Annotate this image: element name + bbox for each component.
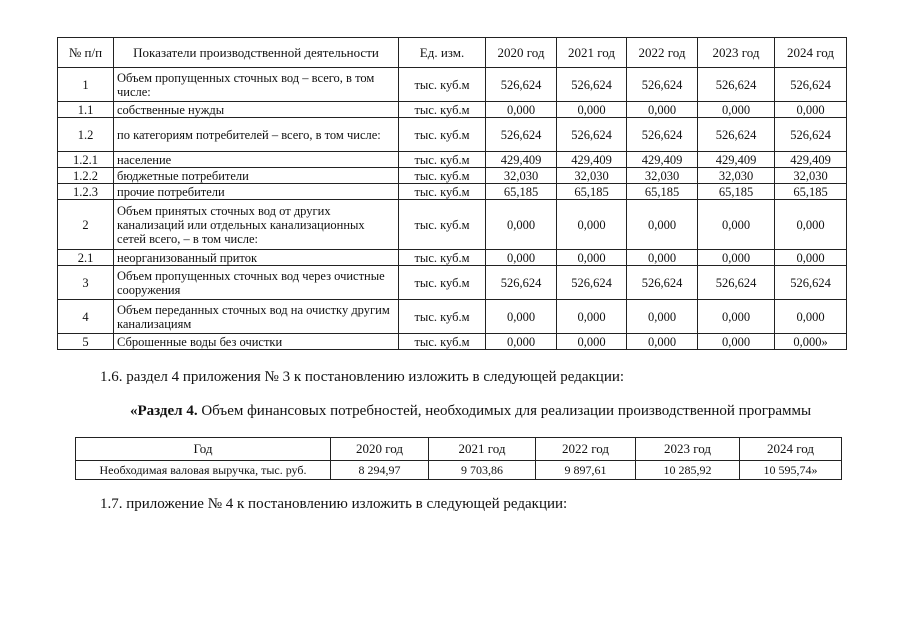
- indicator-name-cell: прочие потребители: [114, 184, 399, 200]
- table-header-row: [58, 38, 847, 68]
- row-number-cell: 1.2.2: [58, 168, 114, 184]
- value-cell: 0,000: [627, 200, 698, 250]
- row-number-cell: 1: [58, 68, 114, 102]
- unit-cell: тыс. куб.м: [399, 102, 486, 118]
- value-cell: 0,000: [557, 250, 627, 266]
- value-cell: 526,624: [627, 118, 698, 152]
- value-cell: 526,624: [698, 68, 775, 102]
- header-unit: Ед. изм.: [399, 38, 486, 68]
- year-cell: 2022 год: [536, 438, 636, 461]
- value-cell: 0,000: [557, 200, 627, 250]
- row-number-cell: 1.2.1: [58, 152, 114, 168]
- value-cell: 0,000: [698, 102, 775, 118]
- financial-needs-table: [75, 437, 842, 480]
- value-cell: 526,624: [486, 68, 557, 102]
- year-cell: 2023 год: [636, 438, 740, 461]
- indicator-name-cell: бюджетные потребители: [114, 168, 399, 184]
- row-number-cell: 2: [58, 200, 114, 250]
- row-number-cell: 1.1: [58, 102, 114, 118]
- value-cell: 32,030: [698, 168, 775, 184]
- table-row: [58, 152, 847, 168]
- value-cell: 32,030: [627, 168, 698, 184]
- header-indicator: Показатели производственной деятельности: [114, 38, 399, 68]
- value-cell: 0,000: [775, 300, 847, 334]
- revenue-value-cell: 9 897,61: [536, 461, 636, 480]
- row-number-cell: 5: [58, 334, 114, 350]
- table-row: [58, 168, 847, 184]
- value-cell: 0,000»: [775, 334, 847, 350]
- unit-cell: тыс. куб.м: [399, 334, 486, 350]
- header-year-2024: 2024 год: [775, 38, 847, 68]
- section-4-prefix: «Раздел 4.: [130, 403, 198, 419]
- value-cell: 526,624: [627, 266, 698, 300]
- value-cell: 526,624: [557, 68, 627, 102]
- value-cell: 0,000: [486, 250, 557, 266]
- revenue-value-cell: 10 595,74»: [740, 461, 842, 480]
- value-cell: 0,000: [557, 102, 627, 118]
- value-cell: 32,030: [557, 168, 627, 184]
- production-indicators-table: [57, 37, 847, 350]
- year-cell: 2021 год: [429, 438, 536, 461]
- value-cell: 526,624: [698, 118, 775, 152]
- revenue-label-cell: Необходимая валовая выручка, тыс. руб.: [76, 461, 331, 480]
- value-cell: 65,185: [627, 184, 698, 200]
- value-cell: 429,409: [557, 152, 627, 168]
- unit-cell: тыс. куб.м: [399, 68, 486, 102]
- indicator-name-cell: собственные нужды: [114, 102, 399, 118]
- header-year-2020: 2020 год: [486, 38, 557, 68]
- table-row: [58, 184, 847, 200]
- unit-cell: тыс. куб.м: [399, 250, 486, 266]
- value-cell: 0,000: [486, 200, 557, 250]
- unit-cell: тыс. куб.м: [399, 184, 486, 200]
- unit-cell: тыс. куб.м: [399, 118, 486, 152]
- table-row: [58, 68, 847, 102]
- value-cell: 0,000: [627, 250, 698, 266]
- value-cell: 0,000: [627, 334, 698, 350]
- year-cell: 2024 год: [740, 438, 842, 461]
- value-cell: 0,000: [486, 300, 557, 334]
- value-cell: 429,409: [486, 152, 557, 168]
- value-cell: 65,185: [698, 184, 775, 200]
- unit-cell: тыс. куб.м: [399, 300, 486, 334]
- indicator-name-cell: по категориям потребителей – всего, в том числе:: [114, 118, 399, 152]
- value-cell: 0,000: [486, 102, 557, 118]
- indicator-name-cell: Объем пропущенных сточных вод – всего, в том числе:: [114, 68, 399, 102]
- revenue-value-cell: 10 285,92: [636, 461, 740, 480]
- year-cell: 2020 год: [331, 438, 429, 461]
- indicator-name-cell: Объем принятых сточных вод от других канализаций или отдельных канализационных сетей всего, – в том числе:: [114, 200, 399, 250]
- revenue-value-cell: 9 703,86: [429, 461, 536, 480]
- value-cell: 0,000: [557, 300, 627, 334]
- value-cell: 429,409: [627, 152, 698, 168]
- value-cell: 0,000: [627, 300, 698, 334]
- table-row: [58, 102, 847, 118]
- indicator-name-cell: население: [114, 152, 399, 168]
- value-cell: 65,185: [775, 184, 847, 200]
- value-cell: 65,185: [557, 184, 627, 200]
- value-cell: 526,624: [775, 118, 847, 152]
- header-year-2023: 2023 год: [698, 38, 775, 68]
- unit-cell: тыс. куб.м: [399, 266, 486, 300]
- value-cell: 526,624: [557, 266, 627, 300]
- value-cell: 526,624: [698, 266, 775, 300]
- header-year-2022: 2022 год: [627, 38, 698, 68]
- table-row: [76, 438, 842, 461]
- paragraph-1-7: 1.7. приложение № 4 к постановлению изложить в следующей редакции:: [100, 496, 568, 512]
- header-num: № п/п: [58, 38, 114, 68]
- value-cell: 0,000: [627, 102, 698, 118]
- section-4-title: Объем финансовых потребностей, необходимых для реализации производственной программы: [197, 403, 812, 419]
- row-number-cell: 4: [58, 300, 114, 334]
- value-cell: 429,409: [775, 152, 847, 168]
- value-cell: 429,409: [698, 152, 775, 168]
- indicator-name-cell: неорганизованный приток: [114, 250, 399, 266]
- header-year-2021: 2021 год: [557, 38, 627, 68]
- section-4-heading: [130, 403, 811, 420]
- indicator-name-cell: Объем пропущенных сточных вод через очистные сооружения: [114, 266, 399, 300]
- value-cell: 526,624: [627, 68, 698, 102]
- year-label-cell: Год: [76, 438, 331, 461]
- indicator-name-cell: Сброшенные воды без очистки: [114, 334, 399, 350]
- value-cell: 526,624: [557, 118, 627, 152]
- table-row: [58, 200, 847, 250]
- table-row: [58, 300, 847, 334]
- table-row: [58, 334, 847, 350]
- indicator-name-cell: Объем переданных сточных вод на очистку другим канализациям: [114, 300, 399, 334]
- value-cell: 0,000: [698, 334, 775, 350]
- value-cell: 65,185: [486, 184, 557, 200]
- value-cell: 0,000: [698, 300, 775, 334]
- value-cell: 0,000: [775, 102, 847, 118]
- unit-cell: тыс. куб.м: [399, 152, 486, 168]
- value-cell: 32,030: [775, 168, 847, 184]
- table-row: [76, 461, 842, 480]
- row-number-cell: 2.1: [58, 250, 114, 266]
- value-cell: 32,030: [486, 168, 557, 184]
- table-row: [58, 250, 847, 266]
- value-cell: 0,000: [775, 200, 847, 250]
- paragraph-1-6: 1.6. раздел 4 приложения № 3 к постановлению изложить в следующей редакции:: [100, 369, 625, 385]
- value-cell: 0,000: [775, 250, 847, 266]
- row-number-cell: 3: [58, 266, 114, 300]
- value-cell: 0,000: [557, 334, 627, 350]
- value-cell: 526,624: [775, 266, 847, 300]
- revenue-value-cell: 8 294,97: [331, 461, 429, 480]
- value-cell: 0,000: [698, 250, 775, 266]
- unit-cell: тыс. куб.м: [399, 168, 486, 184]
- value-cell: 526,624: [486, 266, 557, 300]
- table-row: [58, 118, 847, 152]
- value-cell: 0,000: [698, 200, 775, 250]
- table-row: [58, 266, 847, 300]
- row-number-cell: 1.2: [58, 118, 114, 152]
- value-cell: 526,624: [775, 68, 847, 102]
- row-number-cell: 1.2.3: [58, 184, 114, 200]
- value-cell: 526,624: [486, 118, 557, 152]
- value-cell: 0,000: [486, 334, 557, 350]
- unit-cell: тыс. куб.м: [399, 200, 486, 250]
